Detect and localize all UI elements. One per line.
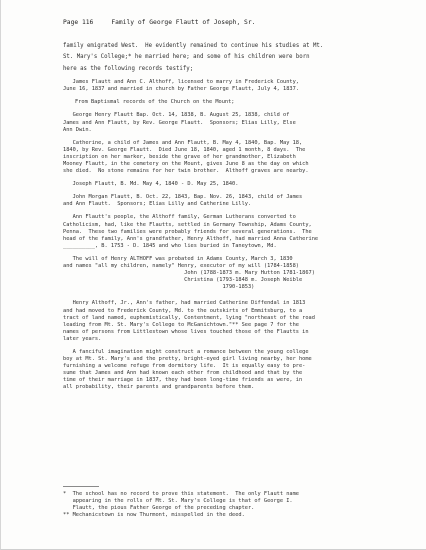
text-line: boy at Mt. St. Mary's and the pretty, bright-eyed girl living nearby, her home bbox=[63, 356, 312, 363]
text-line: James and Ann Flautt, by Rev. George Flautt. Sponsors; Elias Lilly, Else bbox=[63, 119, 296, 126]
text-line: __________, B. 1753 - D. 1845 and who lies buried in Taneytown, Md. bbox=[63, 242, 277, 249]
text-line: John Morgan Flautt, B. Oct. 22, 1843, Bap. Nov. 26, 1843, child of James bbox=[63, 194, 303, 201]
text-line: The will of Henry ALTHOFF was probated in Adams County, March 3, 1830 bbox=[63, 255, 293, 262]
text-line: tract of land named, euphemistically, Contentment, lying "northeast of the road bbox=[63, 314, 315, 321]
text-line: head of the family, Ann's grandfather, Henry Althoff, had married Anna Catherine bbox=[63, 235, 319, 242]
text-line: Catherine, a child of James and Ann Flautt, B. May 4, 1840, Bap. May 18, bbox=[63, 139, 303, 146]
footnote-separator bbox=[63, 486, 99, 487]
text-line: A fanciful imagination might construct a romance between the young college bbox=[63, 348, 309, 355]
baptismal-heading: From Baptismal records of the Church on the Mount; bbox=[75, 99, 235, 106]
page-body bbox=[63, 41, 383, 392]
text-line: she died. No stone remains for her twin brother. Althoff graves are nearby. bbox=[63, 168, 309, 175]
text-line: Ann Dwin. bbox=[63, 126, 92, 133]
footnote-line: * The school has no record to prove this statement. The only Flautt name bbox=[63, 491, 299, 497]
text-line: 1840, by Rev. George Flautt. Died June 18, 1840, aged 1 month, 8 days. The bbox=[63, 146, 306, 153]
page-title: Family of George Flautt of Joseph, Sr. bbox=[111, 19, 256, 26]
footnote-line: ** Mechanicstown is now Thurmont, misspelled in the deed. bbox=[63, 512, 245, 519]
text-line: all probability, their parents and grandparents before them. bbox=[63, 384, 255, 391]
text-line: inscription on her marker, beside the grave of her grandmother, Elizabeth bbox=[63, 153, 296, 160]
text-line: sume that James and Ann had known each other from childhood and that by the bbox=[63, 370, 303, 377]
text-line: family emigrated West. He evidently remained to continue his studies at Mt. bbox=[63, 43, 324, 49]
will-paragraph bbox=[63, 256, 383, 291]
text-line: and had moved to Frederick County, Md. to the outskirts of Emmitsburg, to a bbox=[63, 307, 303, 314]
footnote-line: Flautt, the pious Father George of the preceding chapter. bbox=[63, 505, 255, 512]
text-line: later years. bbox=[63, 335, 102, 342]
text-line: June 16, 1837 and married in church by Father George Flautt, July 4, 1837. bbox=[63, 86, 299, 93]
page-header bbox=[63, 19, 255, 26]
text-line: Ann Flautt's people, the Althoff family, German Lutherans converted to bbox=[63, 214, 296, 221]
text-line: furnishing a welcome refuge from dormitory life. It is equally easy to pre- bbox=[63, 363, 306, 370]
footnote-line: appearing in the rolls of Mt. St. Mary's College is that of George I. bbox=[63, 498, 293, 505]
intro-paragraph bbox=[63, 41, 383, 75]
text-line: John (1788-1873 m. Mary Hutton 1781-1867) bbox=[63, 270, 315, 277]
page-number: Page 116 bbox=[63, 19, 94, 26]
text-line: George Henry Flautt Bap. Oct. 14, 1838, B. August 25, 1838, child of bbox=[63, 112, 290, 119]
text-line: Christina (1793-1848 m. Joseph Weible bbox=[63, 277, 303, 284]
text-line: here as the following records testify; bbox=[63, 65, 194, 72]
text-line: and Ann Flautt. Sponsors; Elias Lilly and Catherine Lilly. bbox=[63, 201, 252, 208]
george-henry-record bbox=[63, 112, 383, 133]
catherine-record bbox=[63, 140, 383, 175]
text-line: Henry Althoff, Jr., Ann's father, had married Catherine Diffendal in 1813 bbox=[63, 300, 306, 307]
text-line: and names "all my children, namely" Henry, executor of my will (1784-1858) bbox=[63, 263, 299, 270]
text-line: 1790-1853) bbox=[63, 284, 255, 291]
althoff-paragraph bbox=[63, 214, 383, 249]
joseph-record: Joseph Flautt, B. Md. May 4, 1840 - D. May 25, 1840. bbox=[63, 181, 239, 188]
marriage-record bbox=[63, 79, 383, 93]
text-line: Penna. These two families were probably friends for several generations. The bbox=[63, 228, 312, 235]
footnotes bbox=[63, 491, 383, 519]
text-line: time of their marriage in 1837, they had been long-time friends as were, in bbox=[63, 377, 303, 384]
text-line: Mooney Flautt, in the cemetery on the Mount, gives June 8 as the day on which bbox=[63, 161, 309, 168]
romance-paragraph bbox=[63, 349, 383, 392]
text-line: Catholicism, had, like the Flautts, settled in Germany Township, Adams County, bbox=[63, 221, 312, 228]
text-line: names of persons from Littlestown whose lives touched those of the Flautts in bbox=[63, 328, 309, 335]
text-line: James Flautt and Ann C. Althoff, licensed to marry in Frederick County, bbox=[63, 79, 299, 86]
john-morgan-record bbox=[63, 194, 383, 208]
text-line: St. Mary's College;* he married here; and some of his children were born bbox=[63, 54, 310, 61]
text-line: leading from Mt. St. Mary's College to McGanichtown."** See page 7 for the bbox=[63, 321, 299, 328]
henry-jr-paragraph bbox=[63, 300, 383, 343]
